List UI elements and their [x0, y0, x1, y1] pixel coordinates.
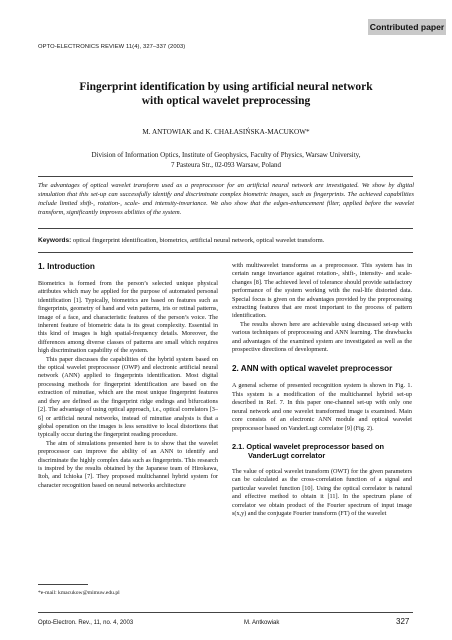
affiliation	[38, 150, 414, 170]
paper-title	[38, 80, 414, 108]
title-line-2: with optical wavelet preprocessing	[141, 95, 311, 107]
intro-paragraph-4: with multiwavelet transforms as a preprocessor. This system has in certain range invariance against rotation-, shift-, intensity- and scale- changes [8]. The achieved level of tolerance should provide satisfactory performance of the system working with the real-life distorted data. Special focus is given on the advantages provided by the preprocessing extracting features that are most important to the process of pattern identification.	[232, 262, 412, 320]
abstract-bottom-rule	[38, 228, 413, 229]
footer-rule	[38, 612, 413, 613]
section-2-1-paragraph: The value of optical wavelet transform (OWT) for the given parameters can be calculated as the cross-correlation function of a signal and particular wavelet function [10]. Using the optical correlator is natural and effective method to obtain it [11]. In the spectrum plane of correlator we obtain product of the Fourier spectrum of input image s(x,y) and the conjugate Fourier transform (FT) of the wavelet	[232, 467, 412, 517]
keywords-text: optical fingerprint identification, biometrics, artificial neural network, optical wavelet transform.	[72, 237, 325, 244]
intro-paragraph-1: Biometrics is formed from the person’s selected unique physical attributes which may be applied for the purpose of automated personal identification [1]. Typically, biometrics are based on features such as fingerprints, geometry of hand and vein patterns, iris or retinal patterns, image of a face, and characteristic features of the person’s voice. The inherent feature of biometric data is its great complexity. Essential in this kind of images is high spatial-frequency details. Moreover, the differences among diverse classes of patterns are small which requires high discrimination capability of the system.	[38, 280, 218, 355]
keywords-bottom-rule	[38, 252, 413, 253]
abstract-top-rule	[38, 176, 413, 177]
footnote: *e-mail: kmacukow@mimuw.edu.pl	[38, 590, 120, 596]
keywords	[38, 237, 414, 244]
authors: M. ANTOWIAK and K. CHAŁASIŃSKA-MACUKOW*	[142, 128, 310, 136]
keywords-label: Keywords:	[38, 237, 72, 244]
section-2-heading: 2. ANN with optical wavelet preprocessor	[232, 364, 393, 374]
affiliation-line-1: Division of Information Optics, Institute of Geophysics, Faculty of Physics, Warsaw University,	[91, 151, 361, 159]
footer-author: M. Antkowiak	[244, 620, 280, 626]
intro-paragraph-2: This paper discusses the capabilities of the hybrid system based on the optical wavelet preprocessor (OWP) and electronic artificial neural network (ANN) applied to fingerprints identification. Most digital processing methods for fingerprint identification are based on the extraction of minutiae, which are the most unique fingerprint features and they are defined as the fingerprint ridge endings and bifurcations [2]. The advantage of using optical approach, i.e., optical correlators [3–6] or artificial neural networks, instead of minutiae analysis is that a global operation on the images is less sensitive to local distortions that typically occur during the fingerprint reading procedure.	[38, 355, 218, 439]
footer-journal: Opto-Electron. Rev., 11, no. 4, 2003	[38, 620, 134, 626]
intro-paragraph-5: The results shown here are achievable using discussed set-up with various techniques of preprocessing and ANN learning. The drawbacks and advantages of the examined system are investigated as well as the prospective directions of development.	[232, 320, 412, 354]
footnote-rule	[38, 584, 88, 585]
section-2-1-heading	[232, 442, 412, 461]
page-number: 327	[396, 617, 410, 626]
affiliation-line-2: 7 Pasteura Str., 02-093 Warsaw, Poland	[170, 161, 282, 169]
left-column	[38, 262, 218, 490]
intro-paragraph-3: The aim of simulations presented here is to show that the wavelet preprocessor can improve the ability of an ANN to identify and discriminate the highly complex data such as fingerprints. This research is inspired by the results obtained by the Japanese team of Hirokawa, Itoh, and Ichioka [7]. They proposed multichannel hybrid system for character recognition based on neural networks architecture	[38, 439, 218, 489]
title-line-1: Fingerprint identification by using artificial neural network	[79, 81, 373, 93]
contributed-paper-badge: Contributed paper	[368, 19, 446, 35]
section-2-1-heading-line-2: VanderLugt correlator	[248, 451, 326, 461]
section-2-1-heading-line-1: 2.1. Optical wavelet preprocessor based on	[232, 441, 384, 451]
journal-line: OPTO-ELECTRONICS REVIEW 11(4), 327–337 (2003)	[38, 44, 186, 50]
right-column	[232, 262, 412, 518]
section-2-paragraph: A general scheme of presented recognition system is shown in Fig. 1. This system is a modification of the multichannel hybrid set-up described in Ref. 7. In this paper one-channel set-up with only one neural network and one wavelet transformed image is examined. Main core consists of an electronic ANN module and optical wavelet preprocessor based on VanderLugt correlator [9] (Fig. 2).	[232, 382, 412, 432]
abstract: The advantages of optical wavelet transform used as a preprocessor for an artificial neural network are investigated. We show by digital simulation that this set-up can successfully identify and discriminate complex biometric images, such as fingerprints. The achieved capabilities include limited shift-, rotation-, scale- and intensity-invariance. We also show that the edges-enhancement filter, applied before the wavelet transform, significantly improves abilities of the system.	[38, 182, 414, 216]
section-1-heading: 1. Introduction	[38, 262, 95, 271]
